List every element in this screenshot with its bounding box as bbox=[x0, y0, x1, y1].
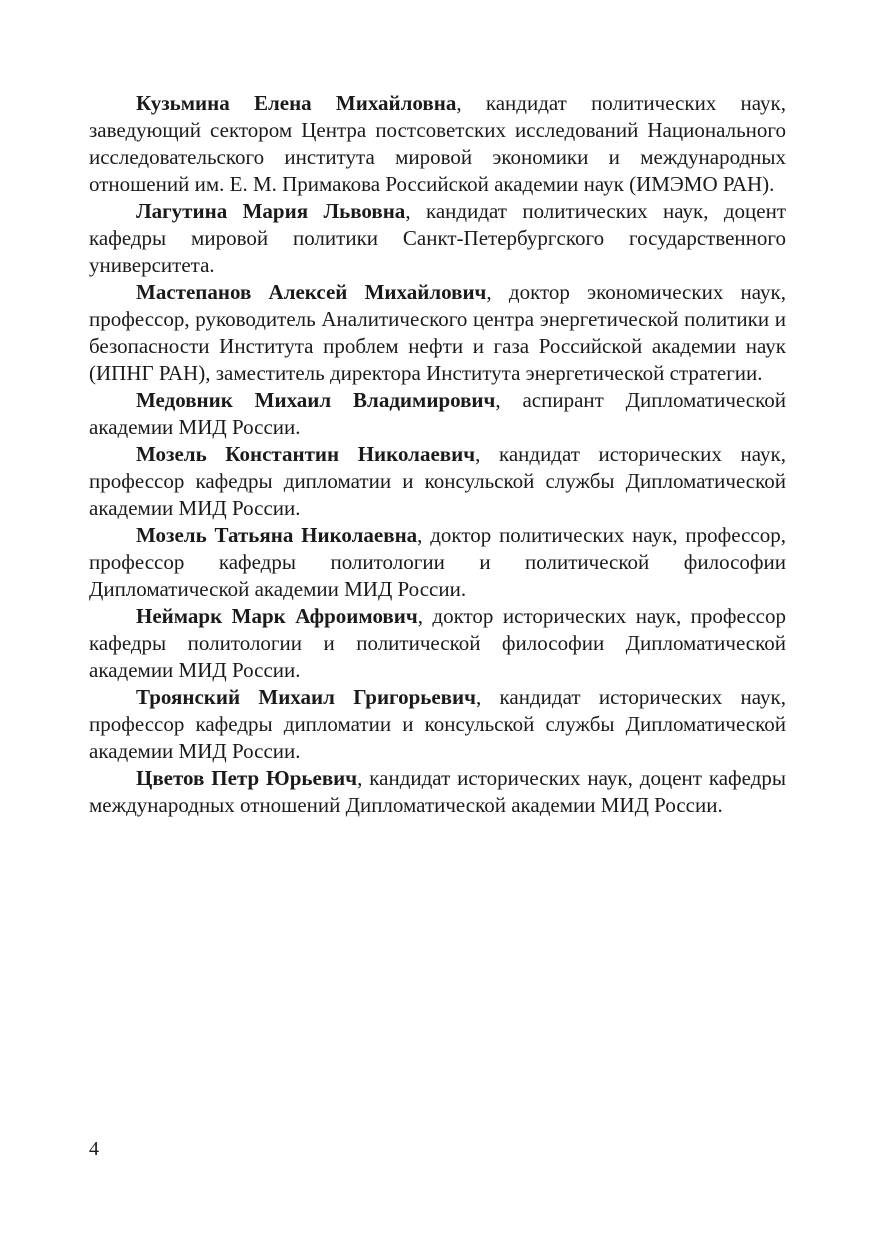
author-description: , кандидат исторических наук, доцент кафедры международных отношений Дипломатической академии МИД России. bbox=[89, 766, 786, 817]
author-entry bbox=[89, 387, 786, 441]
author-entry bbox=[89, 765, 786, 819]
author-entry bbox=[89, 441, 786, 522]
author-name: Неймарк Марк Афроимович bbox=[136, 604, 418, 628]
author-description: , аспирант Дипломатической академии МИД России. bbox=[89, 388, 786, 439]
author-name: Мастепанов Алексей Михайлович bbox=[136, 280, 487, 304]
author-description: , доктор экономических наук, профессор, руководитель Аналитического центра энергетической политики и безопасности Института проблем нефти и газа Российской академии наук (ИПНГ РАН), заместитель директора Института энергетической стратегии. bbox=[89, 280, 786, 385]
author-name: Лагутина Мария Львовна bbox=[136, 199, 406, 223]
author-description: , кандидат политических наук, заведующий сектором Центра постсоветских исследований Национального исследовательского института мировой экономики и международных отношений им. Е. М. Примакова Российской академии наук (ИМЭМО РАН). bbox=[89, 91, 786, 196]
author-name: Кузьмина Елена Михайловна bbox=[136, 91, 457, 115]
author-entry bbox=[89, 90, 786, 198]
author-description: , кандидат политических наук, доцент кафедры мировой политики Санкт-Петербургского государственного университета. bbox=[89, 199, 786, 277]
author-name: Троянский Михаил Григорьевич bbox=[136, 685, 476, 709]
author-entry bbox=[89, 522, 786, 603]
author-name: Цветов Петр Юрьевич bbox=[136, 766, 358, 790]
author-entry bbox=[89, 684, 786, 765]
author-description: , кандидат исторических наук, профессор кафедры дипломатии и консульской службы Дипломатической академии МИД России. bbox=[89, 442, 786, 520]
author-description: , доктор политических наук, профессор, профессор кафедры политологии и политической философии Дипломатической академии МИД России. bbox=[89, 523, 786, 601]
author-entry bbox=[89, 603, 786, 684]
author-description: , кандидат исторических наук, профессор кафедры дипломатии и консульской службы Дипломатической академии МИД России. bbox=[89, 685, 787, 763]
author-entry bbox=[89, 279, 786, 387]
author-entry bbox=[89, 198, 786, 279]
authors-list bbox=[89, 90, 786, 819]
author-name: Мозель Татьяна Николаевна bbox=[136, 523, 418, 547]
author-name: Медовник Михаил Владимирович bbox=[136, 388, 496, 412]
author-name: Мозель Константин Николаевич bbox=[136, 442, 476, 466]
page-number: 4 bbox=[89, 1138, 99, 1160]
author-description: , доктор исторических наук, профессор кафедры политологии и политической философии Дипломатической академии МИД России. bbox=[89, 604, 786, 682]
